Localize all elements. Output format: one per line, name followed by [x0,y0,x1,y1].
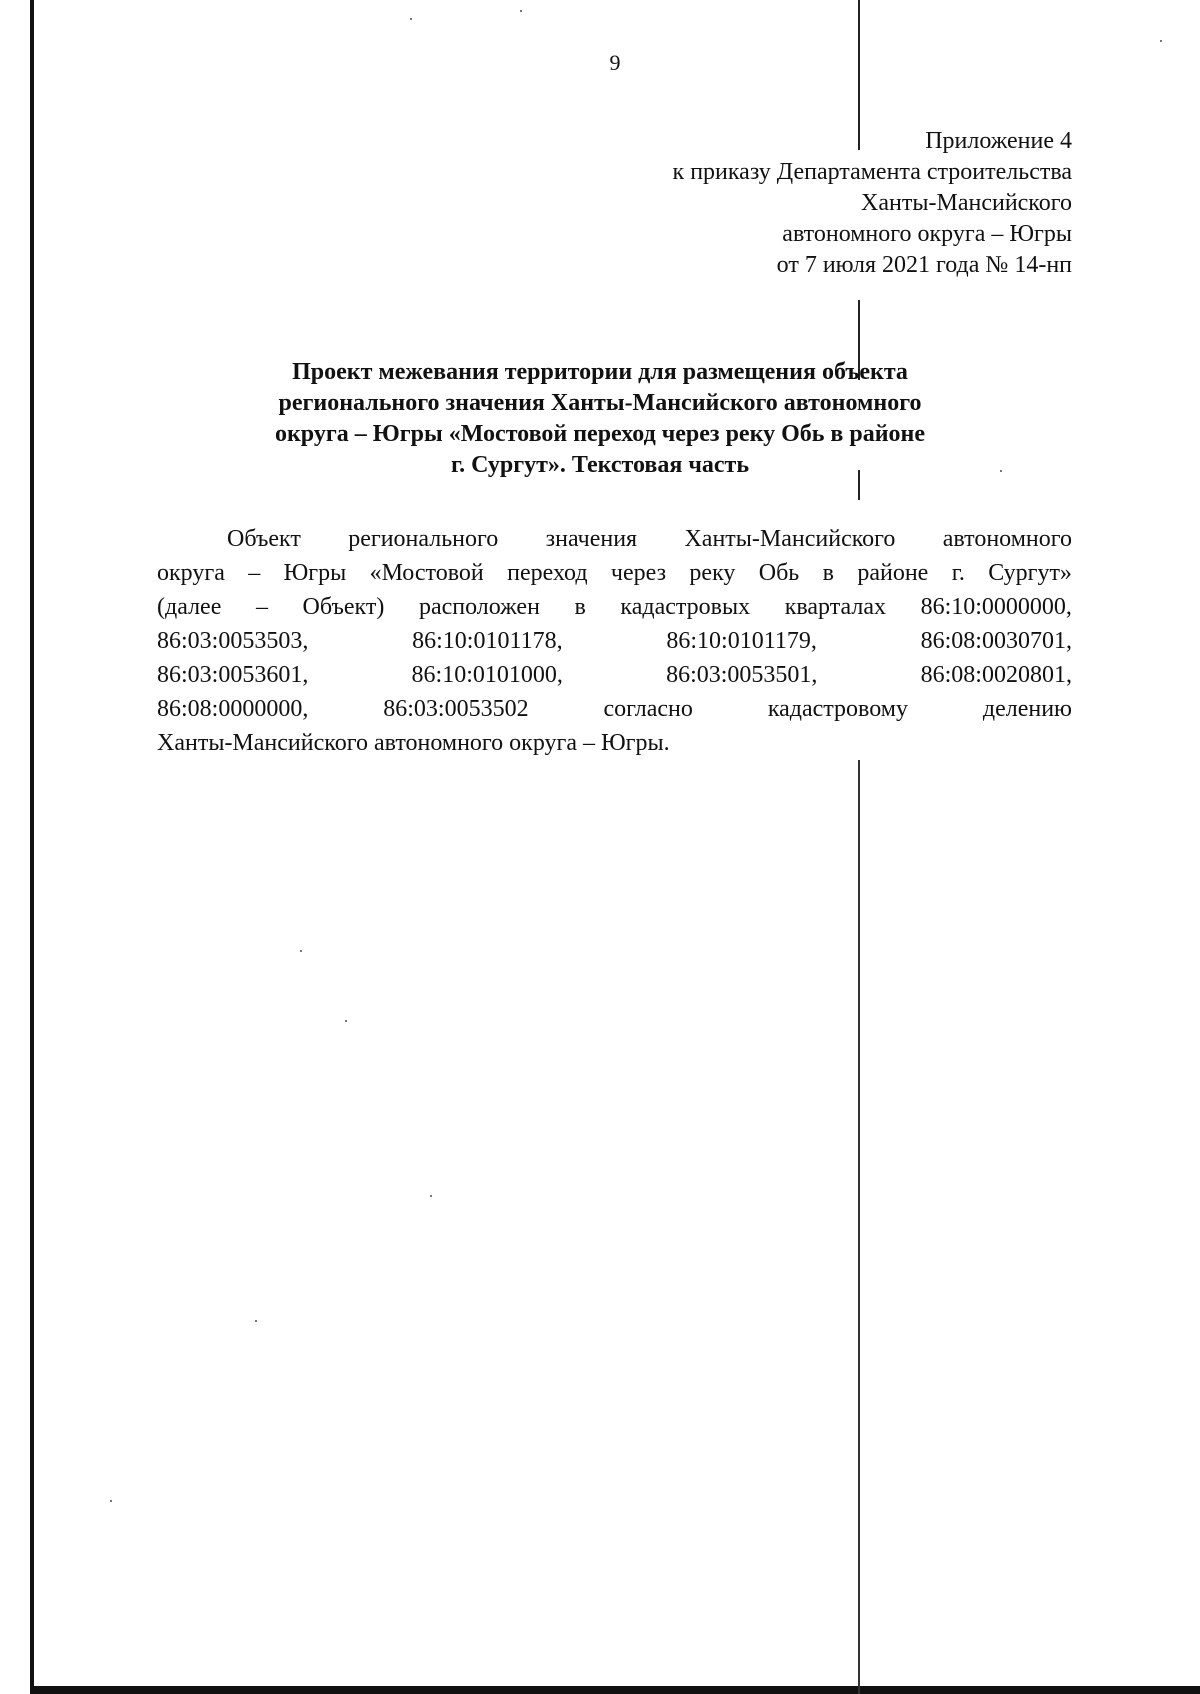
scan-speck [410,18,412,20]
word: делению [982,696,1072,722]
title-line: округа – Югры «Мостовой переход через реку Обь в районе [274,421,926,447]
title-line: г. Сургут». Текстовая часть [450,452,750,478]
cadastral-number: 86:10:0101179, [666,628,817,654]
scan-speck [345,1020,347,1022]
document-title [200,357,1000,481]
word: регионального [348,526,499,552]
word: – [255,594,268,620]
cadastral-number: 86:03:0053502 [383,696,529,722]
word: согласно [603,696,693,722]
word: Югры [283,560,347,586]
paragraph-line [157,522,1072,556]
word: районе [857,560,929,586]
page-number: 9 [609,50,621,75]
scan-left-edge [30,0,34,1694]
scan-speck [255,1320,257,1322]
scan-speck [110,1500,112,1502]
scan-bottom-edge [30,1686,1200,1694]
cadastral-number: 86:08:0000000, [157,696,309,722]
appendix-line: от 7 июля 2021 года № 14-нп [776,252,1072,278]
word: Сургут» [988,560,1072,586]
word: Объект) [302,594,385,620]
cadastral-number: 86:03:0053601, [157,662,309,688]
word: кадастровому [767,696,908,722]
appendix-line: Приложение 4 [925,128,1072,154]
body-paragraph [157,522,1072,760]
title-line: регионального значения Ханты-Мансийского автономного [278,390,922,416]
scan-speck [1160,40,1162,42]
scan-speck [1000,470,1002,472]
scan-speck [520,10,522,12]
word: через [610,560,667,586]
appendix-reference [673,126,1072,281]
word: в [822,560,834,586]
paragraph-line [157,726,1072,760]
word: 86:10:0000000, [920,594,1072,620]
word: (далее [157,594,222,620]
word: расположен [418,594,540,620]
word: переход [507,560,588,586]
word: кадастровых [620,594,751,620]
word: значения [545,526,638,552]
word: автономного [942,526,1072,552]
word: Обь [758,560,800,586]
word: в [574,594,586,620]
paragraph-line [157,624,1072,658]
cadastral-number: 86:03:0053501, [666,662,818,688]
cadastral-number: 86:10:0101178, [412,628,563,654]
cadastral-number: 86:08:0030701, [920,628,1072,654]
cadastral-number: 86:10:0101000, [411,662,563,688]
appendix-line: к приказу Департамента строительства [672,159,1072,185]
word: округа [157,560,225,586]
word: реку [689,560,736,586]
cadastral-number: 86:03:0053503, [157,628,309,654]
paragraph-line [157,590,1072,624]
scan-fold-line [858,760,860,1694]
word: – [248,560,261,586]
word: кварталах [784,594,886,620]
paragraph-line [157,692,1072,726]
paragraph-line [157,658,1072,692]
scan-speck [430,1195,432,1197]
word: Объект [227,526,301,552]
paragraph-line [157,556,1072,590]
appendix-line: автономного округа – Югры [782,221,1072,247]
word: г. [951,560,965,586]
scan-speck [300,950,302,952]
cadastral-number: 86:08:0020801, [920,662,1072,688]
word: Ханты-Мансийского [684,526,896,552]
title-line: Проект межевания территории для размещения объекта [292,359,908,385]
word: «Мостовой [369,560,484,586]
appendix-line: Ханты-Мансийского [861,190,1072,216]
word: Ханты-Мансийского автономного округа – Югры. [157,730,670,756]
